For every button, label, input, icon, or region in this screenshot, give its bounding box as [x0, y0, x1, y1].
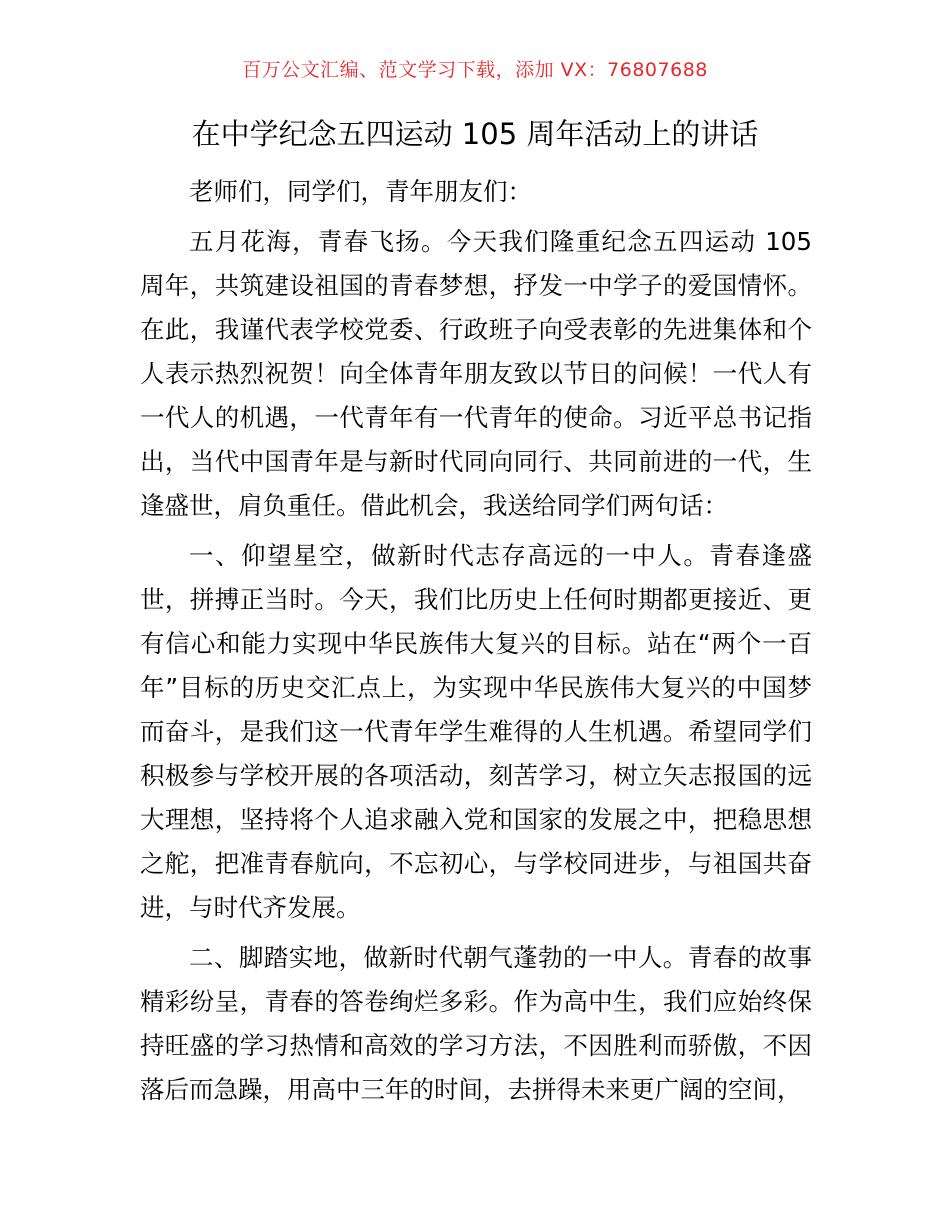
page-title: 在中学纪念五四运动 105 周年活动上的讲话 [191, 117, 759, 151]
paragraph: 五月花海，青春飞扬。今天我们隆重纪念五四运动 105 周年，共筑建设祖国的青春梦想，抒发一中学子的爱国情怀。在此，我谨代表学校党委、行政班子向受表彰的先进集体和个人表示热烈祝贺！向全体青年朋友致以节日的问候！一代人有一代人的机遇，一代青年有一代青年的使命。习近平总书记指出，当代中国青年是与新时代同向同行、共同前进的一代，生逢盛世，肩负重任。借此机会，我送给同学们两句话： [140, 227, 812, 520]
greeting-line: 老师们，同学们，青年朋友们： [189, 177, 532, 206]
paragraph: 二、脚踏实地，做新时代朝气蓬勃的一中人。青春的故事精彩纷呈，青春的答卷绚烂多彩。作为高中生，我们应始终保持旺盛的学习热情和高效的学习方法，不因胜利而骄傲，不因落后而急躁，用高中三年的时间，去拼得未来更广阔的空间， [140, 943, 812, 1104]
speech-body [140, 170, 812, 1118]
header-note: 百万公文汇编、范文学习下载，添加 VX：76807688 [242, 59, 708, 81]
paragraph: 一、仰望星空，做新时代志存高远的一中人。青春逢盛世，拼搏正当时。今天，我们比历史上任何时期都更接近、更有信心和能力实现中华民族伟大复兴的目标。站在“两个一百年”目标的历史交汇点上，为实现中华民族伟大复兴的中国梦而奋斗，是我们这一代青年学生难得的人生机遇。希望同学们积极参与学校开展的各项活动，刻苦学习，树立矢志报国的远大理想，坚持将个人追求融入党和国家的发展之中，把稳思想之舵，把准青春航向，不忘初心，与学校同进步，与祖国共奋进，与时代齐发展。 [140, 541, 812, 922]
